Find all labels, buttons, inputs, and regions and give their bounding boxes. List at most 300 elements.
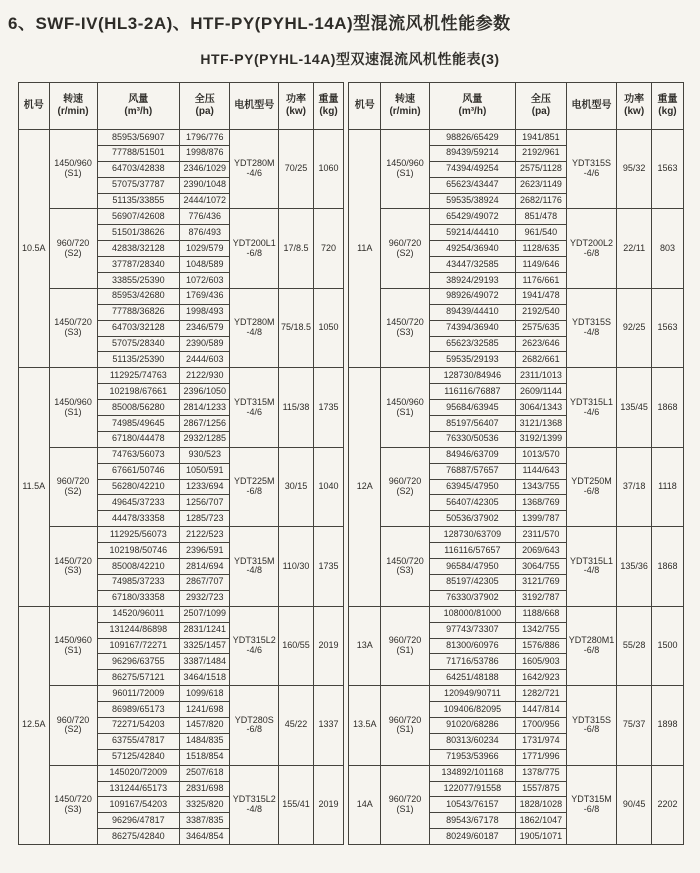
pressure-cell: 2311/1013 (516, 368, 566, 384)
pressure-cell: 1605/903 (516, 654, 566, 670)
cell-line: -6/8 (246, 247, 263, 258)
airflow-cell: 49254/36940 (429, 241, 516, 257)
cell-line: 重量 (318, 93, 339, 105)
airflow-cell: 56407/42305 (429, 495, 516, 511)
pressure-cell: 1368/769 (516, 495, 566, 511)
table-row (349, 447, 684, 463)
pressure-cell: 2814/1233 (180, 400, 230, 416)
cell-line: 重量 (657, 93, 678, 105)
airflow-cell: 131244/65173 (97, 781, 179, 797)
pressure-cell: 1149/646 (516, 257, 566, 273)
model-cell: 12.5A (19, 606, 50, 844)
airflow-cell: 116116/76887 (429, 384, 516, 400)
pressure-cell: 930/523 (180, 447, 230, 463)
cell-line: (S2) (396, 486, 414, 497)
airflow-cell: 71953/53966 (429, 749, 516, 765)
cell-line: YDT315M (234, 396, 275, 407)
airflow-cell: 76330/50536 (429, 431, 516, 447)
pressure-cell: 3192/1399 (516, 431, 566, 447)
table-row (349, 288, 684, 304)
airflow-cell: 85008/42210 (97, 559, 179, 575)
cell-line: -4/8 (583, 327, 600, 338)
power-cell: 75/18.5 (279, 288, 314, 367)
pressure-cell: 2192/961 (516, 145, 566, 161)
power-cell: 37/18 (617, 447, 652, 526)
header-cell-model (349, 83, 381, 130)
airflow-cell: 109167/72271 (97, 638, 179, 654)
airflow-cell: 63755/47817 (97, 733, 179, 749)
airflow-cell: 64251/48188 (429, 670, 516, 686)
airflow-cell: 71716/53786 (429, 654, 516, 670)
header-cell-motor (566, 83, 617, 130)
pressure-cell: 2444/1072 (180, 193, 230, 209)
airflow-cell: 74394/49254 (429, 161, 516, 177)
pressure-cell: 3464/1518 (180, 670, 230, 686)
cell-line: YDT315S (572, 158, 612, 169)
power-cell: 115/38 (279, 368, 314, 447)
airflow-cell: 51501/38626 (97, 225, 179, 241)
pressure-cell: 1378/775 (516, 765, 566, 781)
cell-line: YDT315S (572, 317, 612, 328)
cell-line: 机号 (23, 99, 44, 111)
weight-cell: 1868 (651, 368, 683, 447)
airflow-cell: 57075/37787 (97, 177, 179, 193)
speed-cell (381, 447, 429, 526)
airflow-cell: 108000/81000 (429, 606, 516, 622)
cell-line: (S1) (396, 724, 414, 735)
airflow-cell: 128730/84946 (429, 368, 516, 384)
airflow-cell: 89439/44410 (429, 304, 516, 320)
cell-line: YDT315L1 (570, 396, 614, 407)
speed-cell (381, 686, 429, 765)
performance-table-left (18, 82, 344, 845)
page-title: 6、SWF-IV(HL3-2A)、HTF-PY(PYHL-14A)型混流风机性能参数 (8, 14, 511, 33)
speed-cell (381, 130, 429, 209)
motor-cell (566, 288, 617, 367)
airflow-cell: 76330/37902 (429, 590, 516, 606)
cell-line: -4/8 (246, 803, 263, 814)
cell-line: 风量 (128, 93, 149, 105)
header-cell-airflow (429, 83, 516, 130)
power-cell: 22/11 (617, 209, 652, 288)
spec-table (18, 82, 344, 845)
pressure-cell: 1484/835 (180, 733, 230, 749)
model-cell: 10.5A (19, 130, 50, 368)
cell-line: 1450/960 (54, 396, 92, 407)
cell-line: (S1) (64, 406, 82, 417)
motor-cell (566, 606, 617, 685)
airflow-cell: 65429/49072 (429, 209, 516, 225)
motor-cell (566, 447, 617, 526)
cell-line: 1450/720 (386, 317, 424, 328)
pressure-cell: 1241/698 (180, 702, 230, 718)
cell-line: YDT315L2 (232, 793, 276, 804)
pressure-cell: 3121/1368 (516, 416, 566, 432)
cell-line: (S2) (396, 247, 414, 258)
speed-cell (381, 288, 429, 367)
pressure-cell: 2396/1050 (180, 384, 230, 400)
cell-line: 功率 (286, 93, 306, 105)
cell-line: (S3) (64, 565, 82, 576)
cell-line: YDT315S (572, 714, 612, 725)
pressure-cell: 2682/661 (516, 352, 566, 368)
pressure-cell: 1256/707 (180, 495, 230, 511)
motor-cell (230, 368, 279, 447)
pressure-cell: 1457/820 (180, 717, 230, 733)
pressure-cell: 2507/1099 (180, 606, 230, 622)
pressure-cell: 1029/579 (180, 241, 230, 257)
pressure-cell: 2346/1029 (180, 161, 230, 177)
pressure-cell: 3121/769 (516, 574, 566, 590)
airflow-cell: 33855/25390 (97, 273, 179, 289)
cell-line: YDT225M (234, 476, 275, 487)
airflow-cell: 67661/50746 (97, 463, 179, 479)
cell-line: YDT250M (571, 476, 612, 487)
pressure-cell: 3387/1484 (180, 654, 230, 670)
power-cell: 160/55 (279, 606, 314, 685)
pressure-cell: 2932/1285 (180, 431, 230, 447)
pressure-cell: 1188/668 (516, 606, 566, 622)
power-cell: 55/28 (617, 606, 652, 685)
pressure-cell: 1282/721 (516, 686, 566, 702)
airflow-cell: 64703/32128 (97, 320, 179, 336)
table-row (19, 130, 344, 146)
cell-line: -4/6 (246, 168, 263, 179)
motor-cell (230, 209, 279, 288)
header-cell-speed (49, 83, 97, 130)
cell-line: 1450/720 (54, 317, 92, 328)
pressure-cell: 2192/540 (516, 304, 566, 320)
table-row (349, 527, 684, 543)
cell-line: -6/8 (583, 644, 600, 655)
pressure-cell: 3464/854 (180, 829, 230, 845)
cell-line: (S3) (396, 327, 414, 338)
weight-cell: 1060 (313, 130, 343, 209)
cell-line: (S1) (64, 644, 82, 655)
table-row (19, 288, 344, 304)
model-cell: 11A (349, 130, 381, 368)
pressure-cell: 1285/723 (180, 511, 230, 527)
cell-line: (S1) (396, 406, 414, 417)
speed-cell (49, 288, 97, 367)
pressure-cell: 2507/618 (180, 765, 230, 781)
motor-cell (566, 368, 617, 447)
cell-line: 960/720 (388, 635, 422, 646)
cell-line: (pa) (531, 106, 551, 117)
pressure-cell: 2831/698 (180, 781, 230, 797)
pressure-cell: 1941/478 (516, 288, 566, 304)
speed-cell (49, 686, 97, 765)
airflow-cell: 57125/42840 (97, 749, 179, 765)
airflow-cell: 77788/51501 (97, 145, 179, 161)
pressure-cell: 1013/570 (516, 447, 566, 463)
table-row (349, 686, 684, 702)
header-cell-pressure (180, 83, 230, 130)
cell-line: (kg) (319, 106, 338, 117)
header-cell-power (279, 83, 314, 130)
cell-line: 1450/960 (54, 158, 92, 169)
cell-line: YDT200L1 (232, 237, 276, 248)
airflow-cell: 102198/50746 (97, 543, 179, 559)
airflow-cell: 65623/43447 (429, 177, 516, 193)
cell-line: YDT200L2 (570, 237, 614, 248)
motor-cell (230, 527, 279, 606)
cell-line: 960/720 (56, 237, 90, 248)
weight-cell: 803 (651, 209, 683, 288)
model-cell: 13A (349, 606, 381, 685)
pressure-cell: 1941/851 (516, 130, 566, 146)
cell-line: 1450/960 (54, 635, 92, 646)
airflow-cell: 74763/56073 (97, 447, 179, 463)
cell-line: 转速 (395, 93, 416, 105)
power-cell: 45/22 (279, 686, 314, 765)
airflow-cell: 102198/67661 (97, 384, 179, 400)
speed-cell (49, 765, 97, 844)
airflow-cell: 96296/47817 (97, 813, 179, 829)
airflow-cell: 81300/60976 (429, 638, 516, 654)
table-row (19, 686, 344, 702)
cell-line: (pa) (195, 106, 214, 117)
airflow-cell: 51135/25390 (97, 352, 179, 368)
cell-line: YDT280M (234, 158, 275, 169)
cell-line: 电机型号 (234, 99, 275, 111)
airflow-cell: 67180/33358 (97, 590, 179, 606)
airflow-cell: 10543/76157 (429, 797, 516, 813)
airflow-cell: 38924/29193 (429, 273, 516, 289)
airflow-cell: 145020/72009 (97, 765, 179, 781)
pressure-cell: 3325/820 (180, 797, 230, 813)
pressure-cell: 1399/787 (516, 511, 566, 527)
cell-line: -4/6 (583, 406, 600, 417)
pressure-cell: 2390/1048 (180, 177, 230, 193)
motor-cell (566, 686, 617, 765)
airflow-cell: 86275/42840 (97, 829, 179, 845)
airflow-cell: 95684/63945 (429, 400, 516, 416)
airflow-cell: 80313/60234 (429, 733, 516, 749)
weight-cell: 2202 (651, 765, 683, 844)
airflow-cell: 74985/49645 (97, 416, 179, 432)
airflow-cell: 98926/49072 (429, 288, 516, 304)
pressure-cell: 2831/1241 (180, 622, 230, 638)
cell-line: -6/8 (583, 247, 600, 258)
airflow-cell: 76887/57657 (429, 463, 516, 479)
airflow-cell: 85953/42680 (97, 288, 179, 304)
speed-cell (49, 130, 97, 209)
airflow-cell: 59535/38924 (429, 193, 516, 209)
motor-cell (230, 686, 279, 765)
pressure-cell: 1176/661 (516, 273, 566, 289)
pressure-cell: 776/436 (180, 209, 230, 225)
cell-line: YDT315L2 (232, 635, 276, 646)
model-cell: 14A (349, 765, 381, 844)
airflow-cell: 84946/63709 (429, 447, 516, 463)
motor-cell (566, 130, 617, 209)
airflow-cell: 57075/28340 (97, 336, 179, 352)
cell-line: (S3) (64, 803, 82, 814)
cell-line: (kg) (658, 106, 677, 117)
pressure-cell: 1796/776 (180, 130, 230, 146)
table-row (349, 130, 684, 146)
cell-line: -4/8 (583, 565, 600, 576)
airflow-cell: 112925/56073 (97, 527, 179, 543)
pressure-cell: 1700/956 (516, 717, 566, 733)
cell-line: (m³/h) (124, 106, 153, 117)
pressure-cell: 2346/579 (180, 320, 230, 336)
pressure-cell: 1862/1047 (516, 813, 566, 829)
page-subtitle: HTF-PY(PYHL-14A)型双速混流风机性能表(3) (200, 51, 500, 67)
table-row (19, 368, 344, 384)
airflow-cell: 122077/91558 (429, 781, 516, 797)
cell-line: 1450/720 (54, 555, 92, 566)
airflow-cell: 96296/63755 (97, 654, 179, 670)
airflow-cell: 109167/54203 (97, 797, 179, 813)
power-cell: 135/36 (617, 527, 652, 606)
motor-cell (566, 527, 617, 606)
weight-cell: 1040 (313, 447, 343, 526)
speed-cell (381, 765, 429, 844)
pressure-cell: 3064/755 (516, 559, 566, 575)
cell-line: 960/720 (388, 237, 422, 248)
cell-line: (S2) (64, 247, 82, 258)
cell-line: -6/8 (583, 486, 600, 497)
airflow-cell: 72271/54203 (97, 717, 179, 733)
pressure-cell: 1447/814 (516, 702, 566, 718)
pressure-cell: 2867/1256 (180, 416, 230, 432)
airflow-cell: 85197/56407 (429, 416, 516, 432)
header-cell-weight (651, 83, 683, 130)
table-row (349, 606, 684, 622)
pressure-cell: 2396/591 (180, 543, 230, 559)
speed-cell (381, 606, 429, 685)
spec-table (348, 82, 684, 845)
airflow-cell: 43447/32585 (429, 257, 516, 273)
airflow-cell: 37787/28340 (97, 257, 179, 273)
cell-line: 960/720 (56, 714, 90, 725)
cell-line: -4/8 (246, 565, 263, 576)
airflow-cell: 97743/73307 (429, 622, 516, 638)
pressure-cell: 1998/493 (180, 304, 230, 320)
header-cell-power (617, 83, 652, 130)
header-cell-weight (313, 83, 343, 130)
header-cell-speed (381, 83, 429, 130)
cell-line: (S1) (396, 803, 414, 814)
cell-line: 电机型号 (571, 99, 612, 111)
power-cell: 17/8.5 (279, 209, 314, 288)
pressure-cell: 1731/974 (516, 733, 566, 749)
airflow-cell: 96584/47950 (429, 559, 516, 575)
cell-line: YDT280M (234, 317, 275, 328)
cell-line: (S2) (64, 486, 82, 497)
pressure-cell: 2311/570 (516, 527, 566, 543)
motor-cell (230, 765, 279, 844)
pressure-cell: 2122/930 (180, 368, 230, 384)
airflow-cell: 89439/59214 (429, 145, 516, 161)
motor-cell (566, 209, 617, 288)
airflow-cell: 64703/42838 (97, 161, 179, 177)
speed-cell (49, 447, 97, 526)
airflow-cell: 74985/37233 (97, 574, 179, 590)
cell-line: 风量 (462, 93, 483, 105)
model-cell: 12A (349, 368, 381, 606)
cell-line: (S2) (64, 724, 82, 735)
weight-cell: 1735 (313, 368, 343, 447)
weight-cell: 1337 (313, 686, 343, 765)
airflow-cell: 14520/96011 (97, 606, 179, 622)
airflow-cell: 128730/63709 (429, 527, 516, 543)
airflow-cell: 134892/101168 (429, 765, 516, 781)
model-cell: 13.5A (349, 686, 381, 765)
cell-line: (S3) (396, 565, 414, 576)
pressure-cell: 1072/603 (180, 273, 230, 289)
cell-line: 1450/720 (386, 555, 424, 566)
power-cell: 92/25 (617, 288, 652, 367)
pressure-cell: 2444/603 (180, 352, 230, 368)
pressure-cell: 1233/694 (180, 479, 230, 495)
pressure-cell: 876/493 (180, 225, 230, 241)
motor-cell (566, 765, 617, 844)
cell-line: 全压 (194, 93, 215, 105)
motor-cell (230, 606, 279, 685)
pressure-cell: 1905/1071 (516, 829, 566, 845)
cell-line: 转速 (63, 93, 84, 105)
airflow-cell: 96011/72009 (97, 686, 179, 702)
airflow-cell: 85197/42305 (429, 574, 516, 590)
airflow-cell: 74394/36940 (429, 320, 516, 336)
airflow-cell: 98826/65429 (429, 130, 516, 146)
cell-line: YDT315M (234, 555, 275, 566)
motor-cell (230, 130, 279, 209)
airflow-cell: 89543/67178 (429, 813, 516, 829)
pressure-cell: 1518/854 (180, 749, 230, 765)
airflow-cell: 86989/65173 (97, 702, 179, 718)
header-row (19, 83, 344, 130)
weight-cell: 2019 (313, 606, 343, 685)
pressure-cell: 1099/618 (180, 686, 230, 702)
cell-line: 960/720 (388, 714, 422, 725)
pressure-cell: 1048/589 (180, 257, 230, 273)
cell-line: 机号 (354, 99, 375, 111)
airflow-cell: 50536/37902 (429, 511, 516, 527)
cell-line: -4/8 (246, 327, 263, 338)
cell-line: (S1) (396, 168, 414, 179)
pressure-cell: 2867/707 (180, 574, 230, 590)
table-row (349, 765, 684, 781)
pressure-cell: 1342/755 (516, 622, 566, 638)
weight-cell: 2019 (313, 765, 343, 844)
speed-cell (49, 527, 97, 606)
pressure-cell: 851/478 (516, 209, 566, 225)
cell-line: YDT280S (234, 714, 274, 725)
pressure-cell: 2609/1144 (516, 384, 566, 400)
table-body (19, 130, 344, 845)
airflow-cell: 65623/32585 (429, 336, 516, 352)
cell-line: (S1) (64, 168, 82, 179)
cell-line: YDT315M (571, 793, 612, 804)
table-header (19, 83, 344, 130)
airflow-cell: 59214/44410 (429, 225, 516, 241)
airflow-cell: 44478/33358 (97, 511, 179, 527)
pressure-cell: 3325/1457 (180, 638, 230, 654)
cell-line: -6/8 (246, 724, 263, 735)
weight-cell: 1735 (313, 527, 343, 606)
pressure-cell: 2069/643 (516, 543, 566, 559)
weight-cell: 1868 (651, 527, 683, 606)
cell-line: 960/720 (56, 476, 90, 487)
airflow-cell: 120949/90711 (429, 686, 516, 702)
pressure-cell: 2575/635 (516, 320, 566, 336)
airflow-cell: 131244/86898 (97, 622, 179, 638)
pressure-cell: 3387/835 (180, 813, 230, 829)
